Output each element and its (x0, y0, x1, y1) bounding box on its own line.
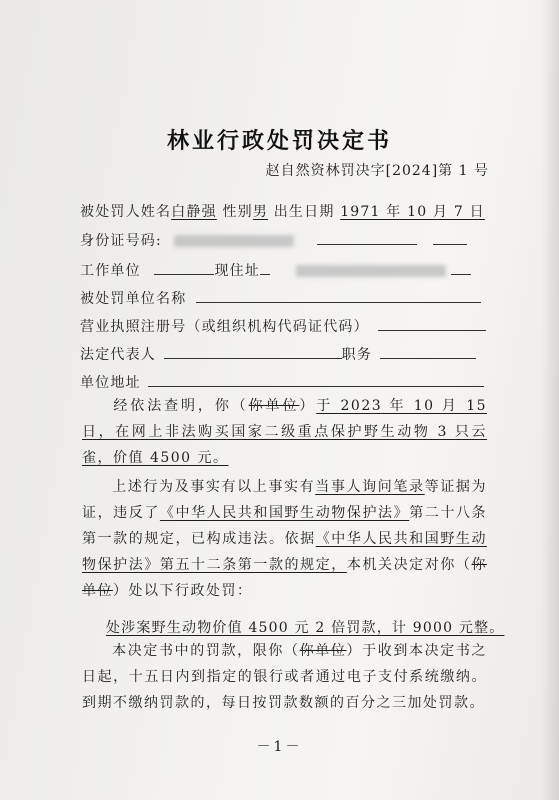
facts-strike: 你单位 (248, 398, 300, 414)
unit-name-blank (196, 290, 481, 303)
document-number: 赵自然资林罚决字[2024]第 1 号 (265, 163, 489, 179)
payment-strike: 你单位 (299, 643, 347, 659)
facts-details: 于 2023 年 10 月 15 日，在网上非法购买国家二级重点保护野生动物 3 只云雀，价值 4500 元。 (82, 398, 488, 466)
work-label: 工作单位 (80, 263, 141, 279)
basis-text-a: 上述行为及事实有以上事实有 (112, 479, 316, 495)
license-label: 营业执照注册号（或组织机构代码证代码） (80, 319, 369, 335)
basis-evidence: 当事人询问笔录 (315, 479, 425, 495)
id-blank-1 (317, 232, 417, 245)
rep-blank (164, 346, 342, 359)
id-line (80, 230, 467, 250)
basis-text-d: 本机关决定对你（ (346, 557, 472, 573)
address-blank-start (260, 262, 270, 275)
unit-address-line (80, 372, 484, 392)
license-blank (378, 318, 486, 331)
position-blank (380, 346, 476, 359)
facts-text-b: ） (299, 398, 317, 414)
payment-text-b: ）于收到本决定书之日起，十五日内到指定的银行或者通过电子支付系统缴纳。到期不缴纳罚款的，每日按罚款数额的百分之三加处罚款。 (82, 643, 487, 711)
penalty-line (106, 617, 504, 637)
id-blank-2 (433, 232, 467, 245)
rep-line (80, 344, 476, 364)
page-shadow (541, 0, 559, 800)
work-address-line (80, 260, 471, 280)
basis-paragraph (82, 474, 487, 604)
redacted-address (296, 265, 446, 277)
address-label: 现住址 (214, 263, 261, 279)
document-title: 林业行政处罚决定书 (166, 128, 392, 154)
basis-text-c: 第二十八条第一款的规定，已构成违法。依据 (82, 505, 488, 547)
unit-address-blank (148, 374, 484, 387)
law-reference-2: 《中华人民共和国野生动物保护法》第五十二条第一款的规定， (82, 531, 488, 573)
position-label: 职务 (341, 347, 373, 363)
redacted-id (174, 235, 294, 247)
person-info-line (80, 201, 485, 221)
law-reference-1: 《中华人民共和国野生动物保护法》 (159, 505, 410, 521)
rep-label: 法定代表人 (80, 347, 156, 363)
payment-paragraph (82, 638, 487, 716)
address-blank-end (451, 262, 471, 275)
basis-strike: 你单位 (82, 557, 487, 599)
penalty-text: 处涉案野生动物价值 4500 元 2 倍罚款，计 9000 元整。 (106, 620, 505, 636)
unit-name-label: 被处罚单位名称 (80, 291, 187, 307)
page-number: －1－ (256, 739, 303, 755)
basis-text-e: ）处以下行政处罚： (113, 583, 253, 599)
work-blank (154, 262, 214, 275)
gender-label: 性别 (222, 204, 253, 220)
person-birth: 1971 年 10 月 7 日 (340, 204, 485, 220)
person-name: 白静强 (171, 204, 217, 220)
name-label: 被处罚人姓名 (80, 204, 172, 220)
unit-address-label: 单位地址 (80, 375, 141, 391)
unit-name-line (80, 288, 481, 308)
person-gender: 男 (252, 204, 269, 220)
facts-paragraph (82, 393, 487, 471)
license-line (80, 316, 486, 336)
birth-label: 出生日期 (273, 204, 335, 220)
payment-text-a: 本决定书中的罚款，限你（ (112, 643, 300, 659)
facts-text-a: 经依法查明，你（ (112, 398, 249, 414)
basis-text-b: 等证据为证，违反了 (82, 479, 487, 521)
id-label: 身份证号码: (80, 233, 162, 249)
